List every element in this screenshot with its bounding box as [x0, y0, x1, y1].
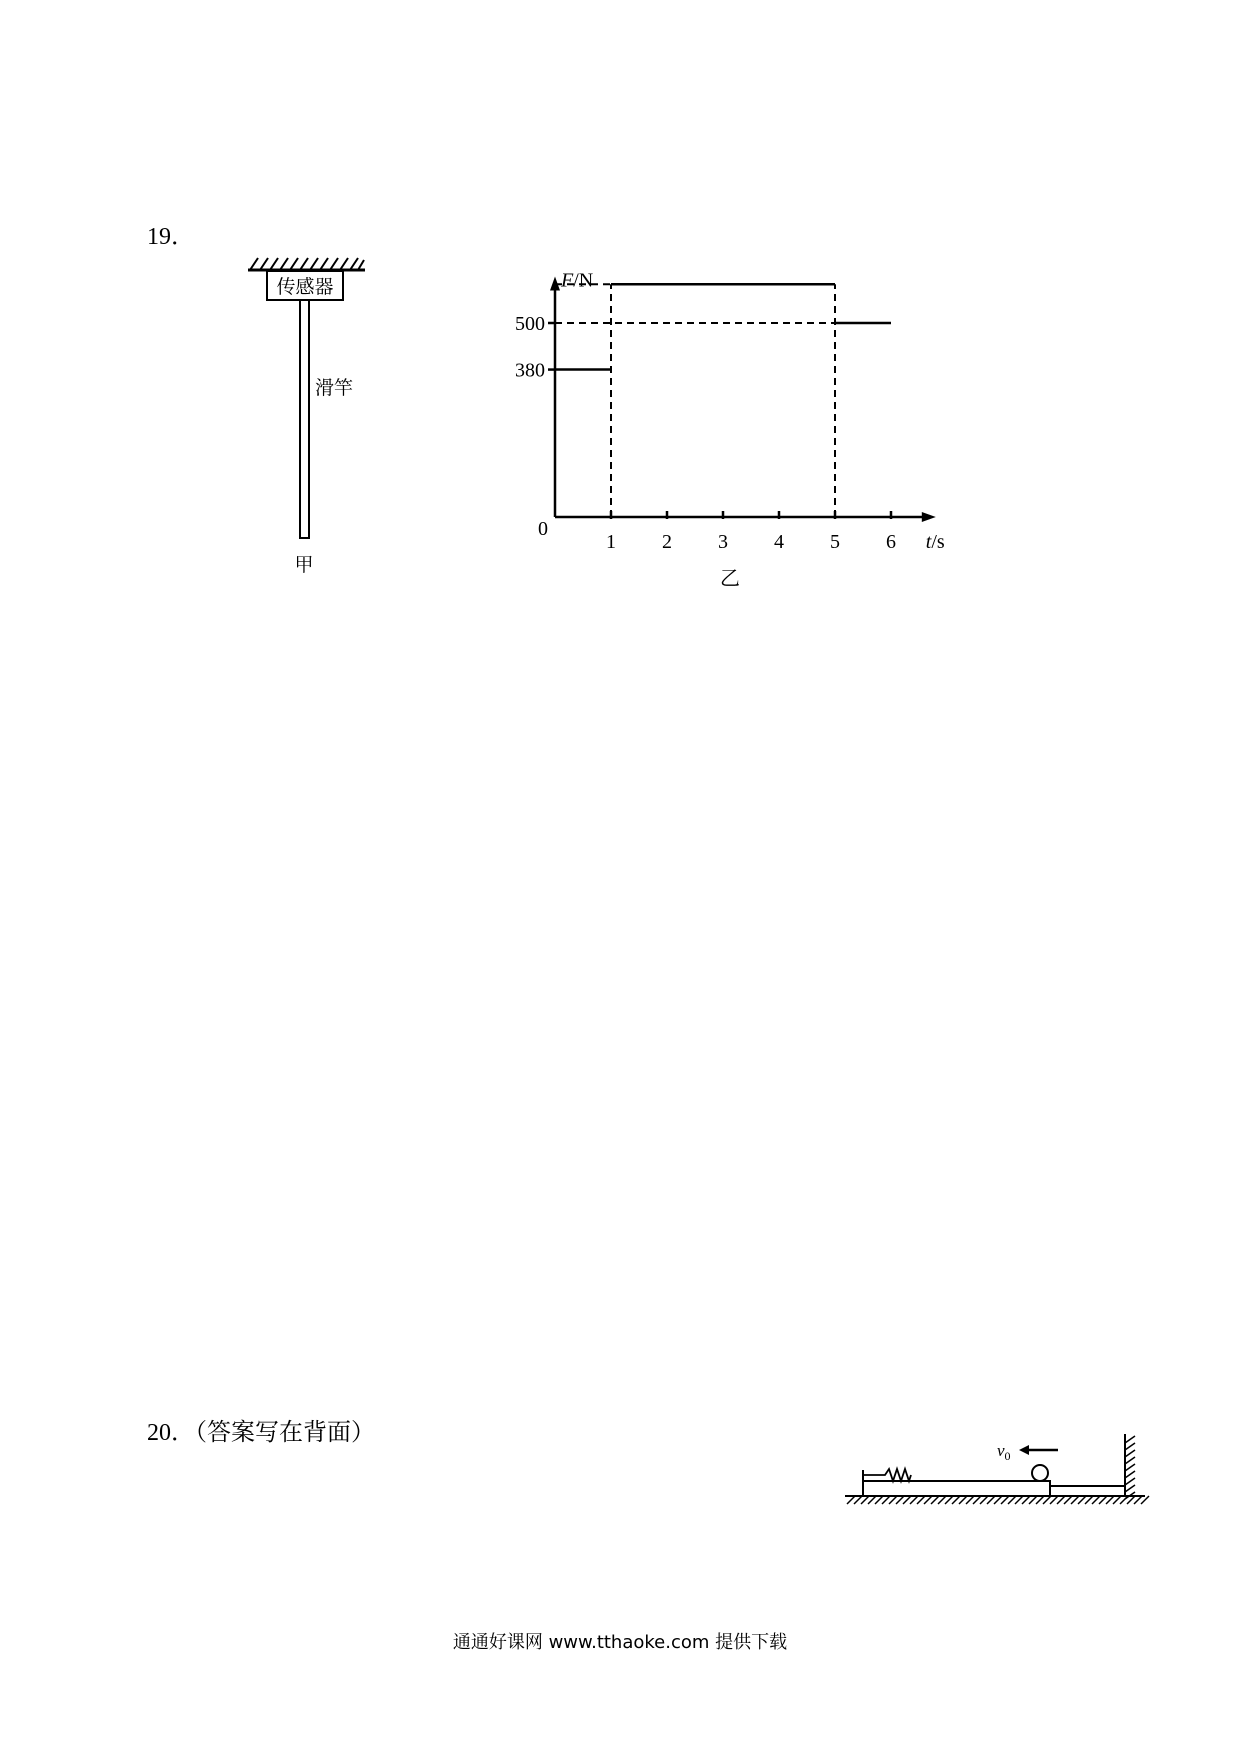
x-axis-arrow	[922, 512, 936, 522]
x-tick-label-3: 3	[718, 531, 728, 553]
footer-source: 通通好课网 www.tthaoke.com 提供下载	[452, 1632, 788, 1653]
y-axis-label-var: F	[561, 269, 574, 292]
velocity-label: $v_0$	[997, 1441, 1011, 1463]
ground-hatch	[845, 1496, 1149, 1504]
origin-label: 0	[538, 518, 548, 540]
x-tick-label-1: 1	[606, 531, 616, 553]
velocity-arrowhead	[1019, 1445, 1029, 1455]
question-20-label: 20．	[147, 1420, 195, 1446]
question-19-number: 19．	[147, 224, 195, 250]
question-20-note: （答案写在背面）	[195, 1418, 375, 1446]
x-axis-label-unit: /s	[931, 531, 945, 553]
y-tick-label-500: 500	[515, 313, 545, 335]
sensor-label: 传感器	[276, 276, 334, 298]
figure-yi-caption: 乙	[720, 566, 740, 590]
y-axis-label	[560, 269, 593, 291]
force-time-chart	[500, 255, 970, 590]
x-tick-label-2: 2	[662, 531, 672, 553]
figure-jia	[240, 248, 370, 578]
x-tick-label-6: 6	[886, 531, 896, 553]
wall-hatch	[1125, 1434, 1135, 1499]
chart-series	[555, 284, 891, 369]
figure-jia-caption: 甲	[294, 554, 314, 576]
x-axis-label-var: t	[925, 531, 932, 553]
sliding-pole	[300, 300, 309, 538]
question-20-number	[147, 1412, 375, 1447]
board	[863, 1481, 1050, 1496]
ceiling-hatch	[248, 258, 365, 270]
x-axis-label	[926, 531, 945, 553]
y-axis-label-unit: /N	[573, 269, 594, 292]
figure-q20	[845, 1428, 1155, 1538]
pole-label: 滑竿	[315, 377, 354, 399]
chart-axes	[550, 276, 936, 522]
x-tick-label-5: 5	[830, 531, 840, 553]
ball	[1032, 1465, 1048, 1481]
y-tick-label-380: 380	[515, 359, 545, 382]
x-tick-label-4: 4	[774, 531, 784, 553]
spring	[863, 1469, 911, 1481]
chart-dashed-guides	[555, 284, 835, 517]
